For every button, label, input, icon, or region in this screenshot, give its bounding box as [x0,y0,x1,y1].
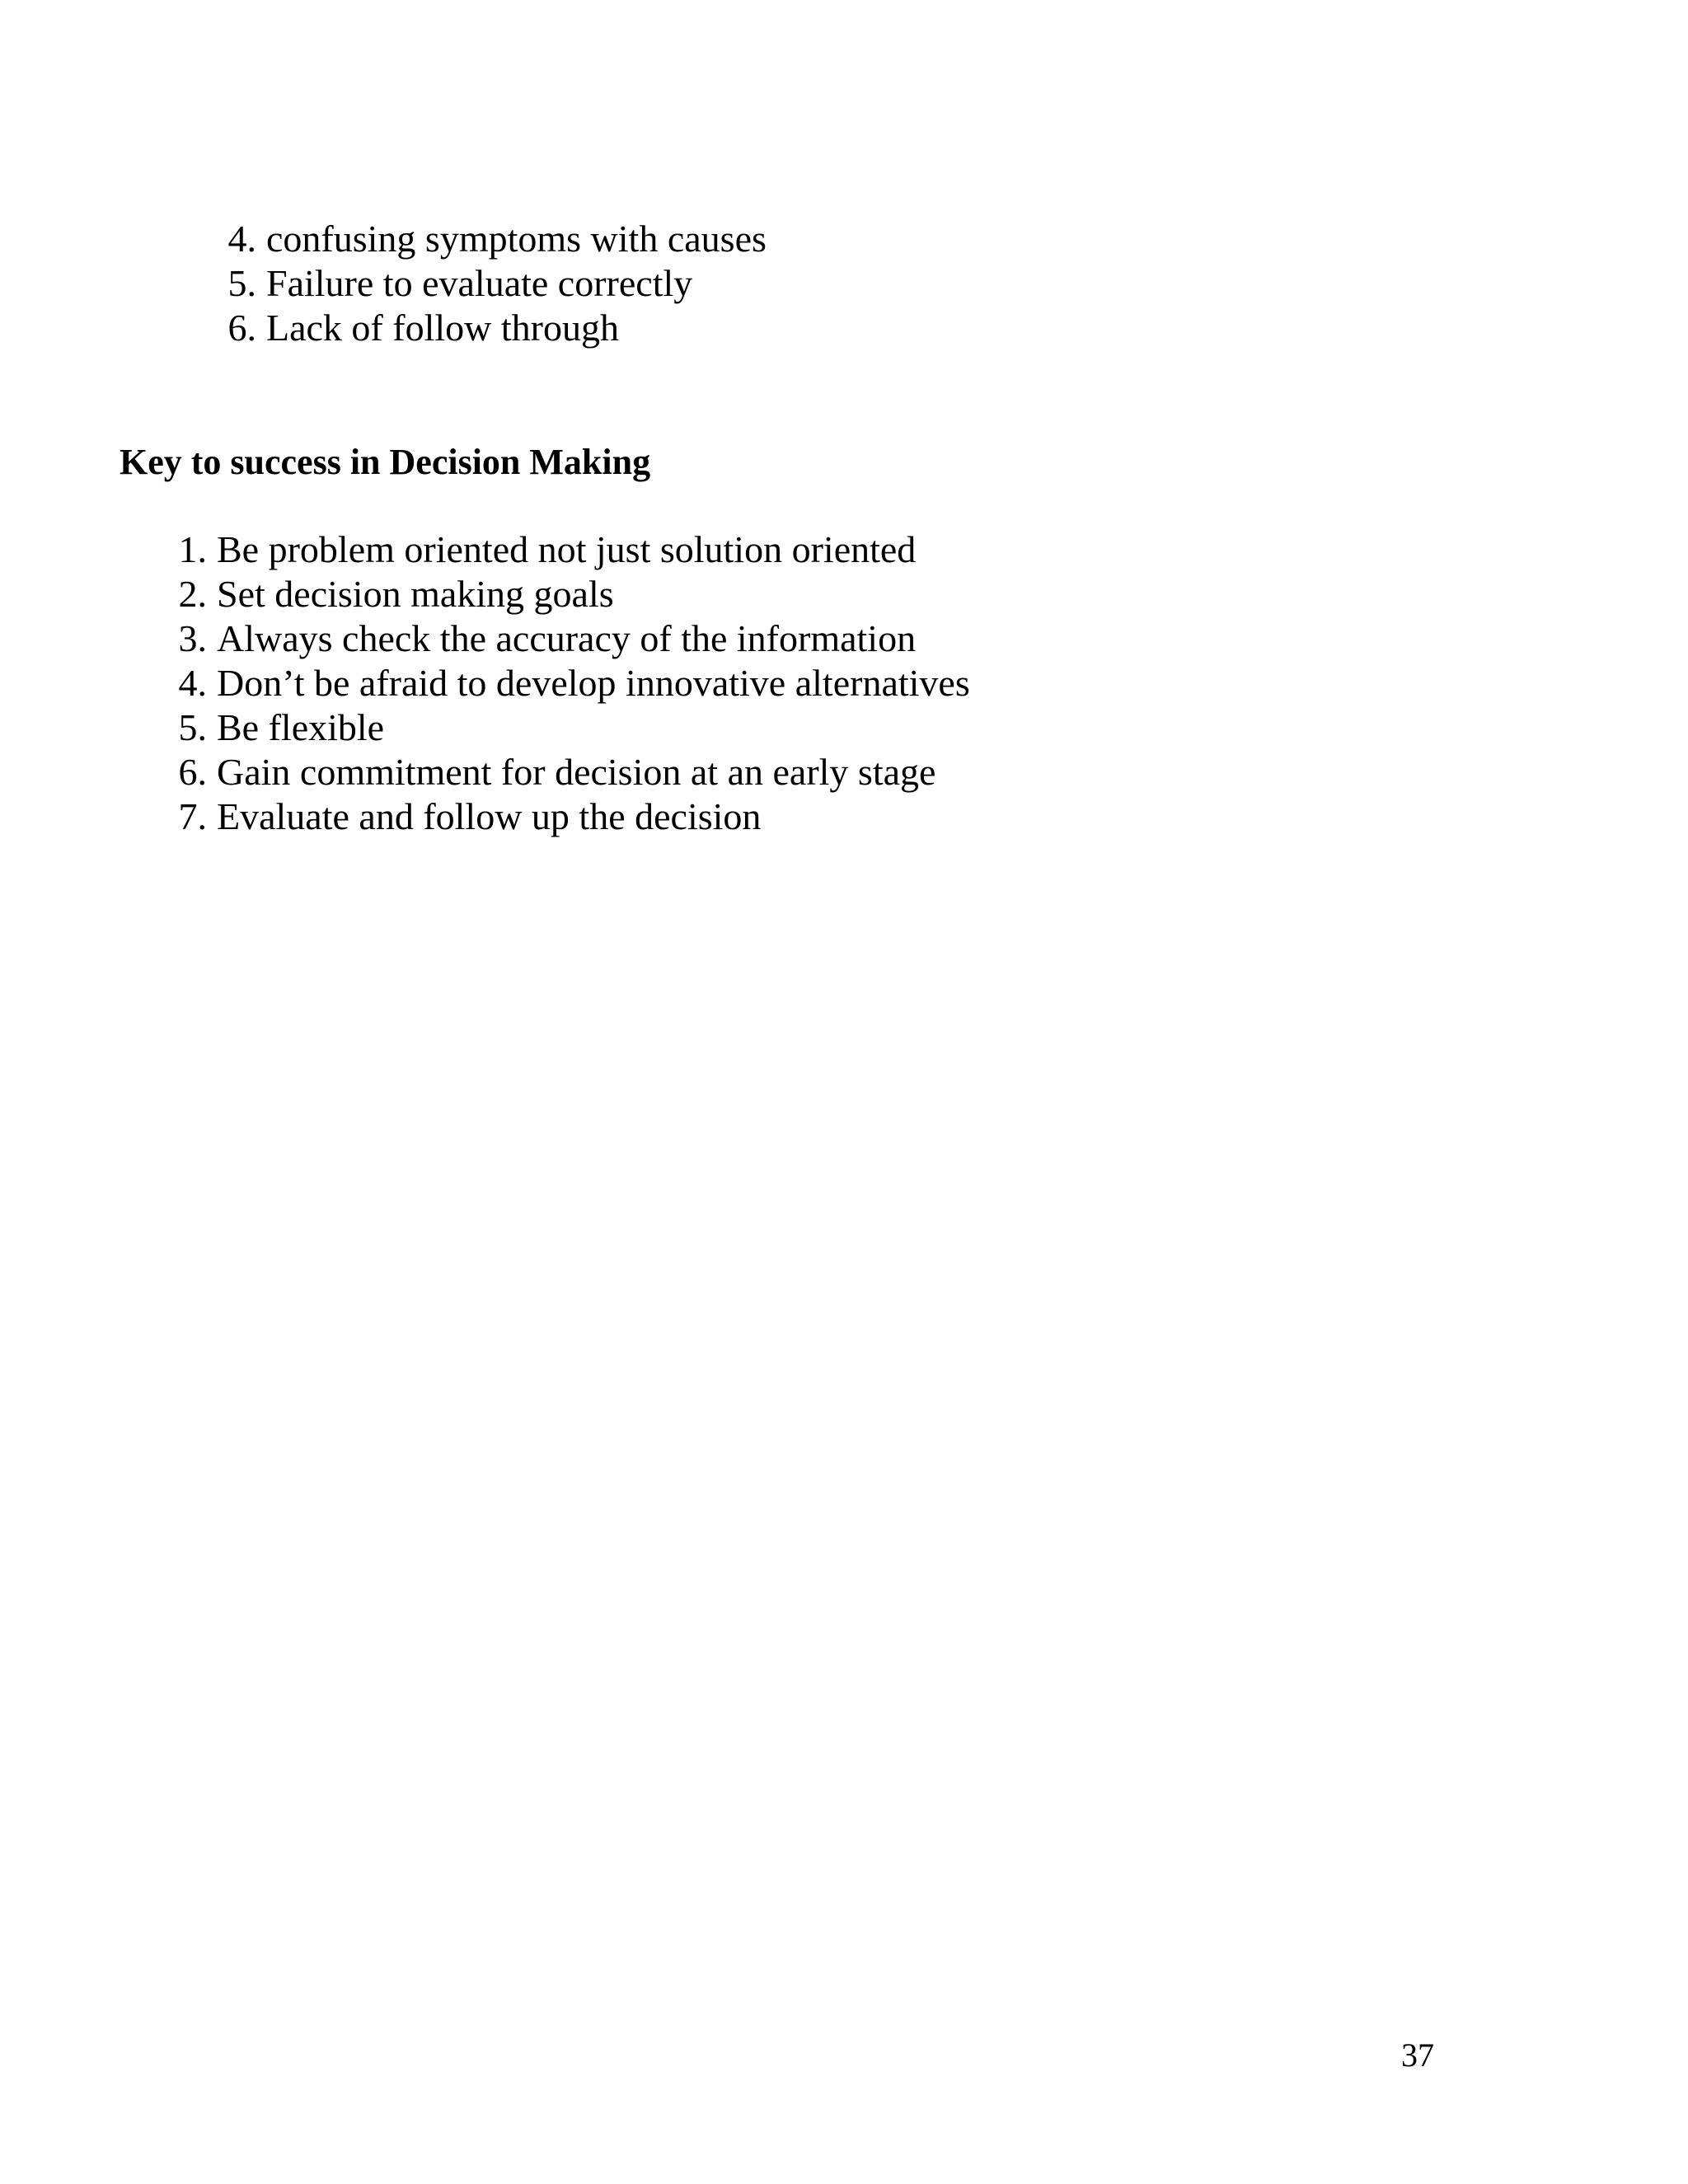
list-item [178,794,970,839]
list-item-number: 3. [178,617,207,659]
list-item-number: 4. [178,662,207,704]
list-item [227,217,767,261]
page-number: 37 [1401,2036,1434,2074]
list-item [178,616,970,661]
list-item-text: Set decision making goals [217,573,614,615]
list-item [178,572,970,616]
list-item-number: 1. [178,528,207,570]
list-item-text: Be flexible [217,706,385,748]
list-item [178,527,970,572]
list-item-number: 6. [178,751,207,793]
list-item-text: Always check the accuracy of the information [217,617,917,659]
section-heading: Key to success in Decision Making [120,442,651,482]
continued-mistakes-list [227,217,767,350]
list-item-text: confusing symptoms with causes [266,218,767,260]
list-item [178,750,970,794]
list-item [178,661,970,705]
list-item-text: Lack of follow through [266,307,619,349]
list-item-number: 5. [227,262,256,304]
list-item-text: Gain commitment for decision at an early stage [217,751,936,793]
list-item-text: Evaluate and follow up the decision [217,795,762,837]
list-item-number: 4. [227,218,256,260]
list-item-text: Be problem oriented not just solution oriented [217,528,917,570]
keys-to-success-list [178,527,970,839]
list-item [227,306,767,350]
list-item-number: 6. [227,307,256,349]
list-item-text: Don’t be afraid to develop innovative alternatives [217,662,970,704]
list-item [227,261,767,306]
list-item [178,705,970,750]
list-item-number: 2. [178,573,207,615]
list-item-number: 7. [178,795,207,837]
list-item-number: 5. [178,706,207,748]
list-item-text: Failure to evaluate correctly [266,262,693,304]
